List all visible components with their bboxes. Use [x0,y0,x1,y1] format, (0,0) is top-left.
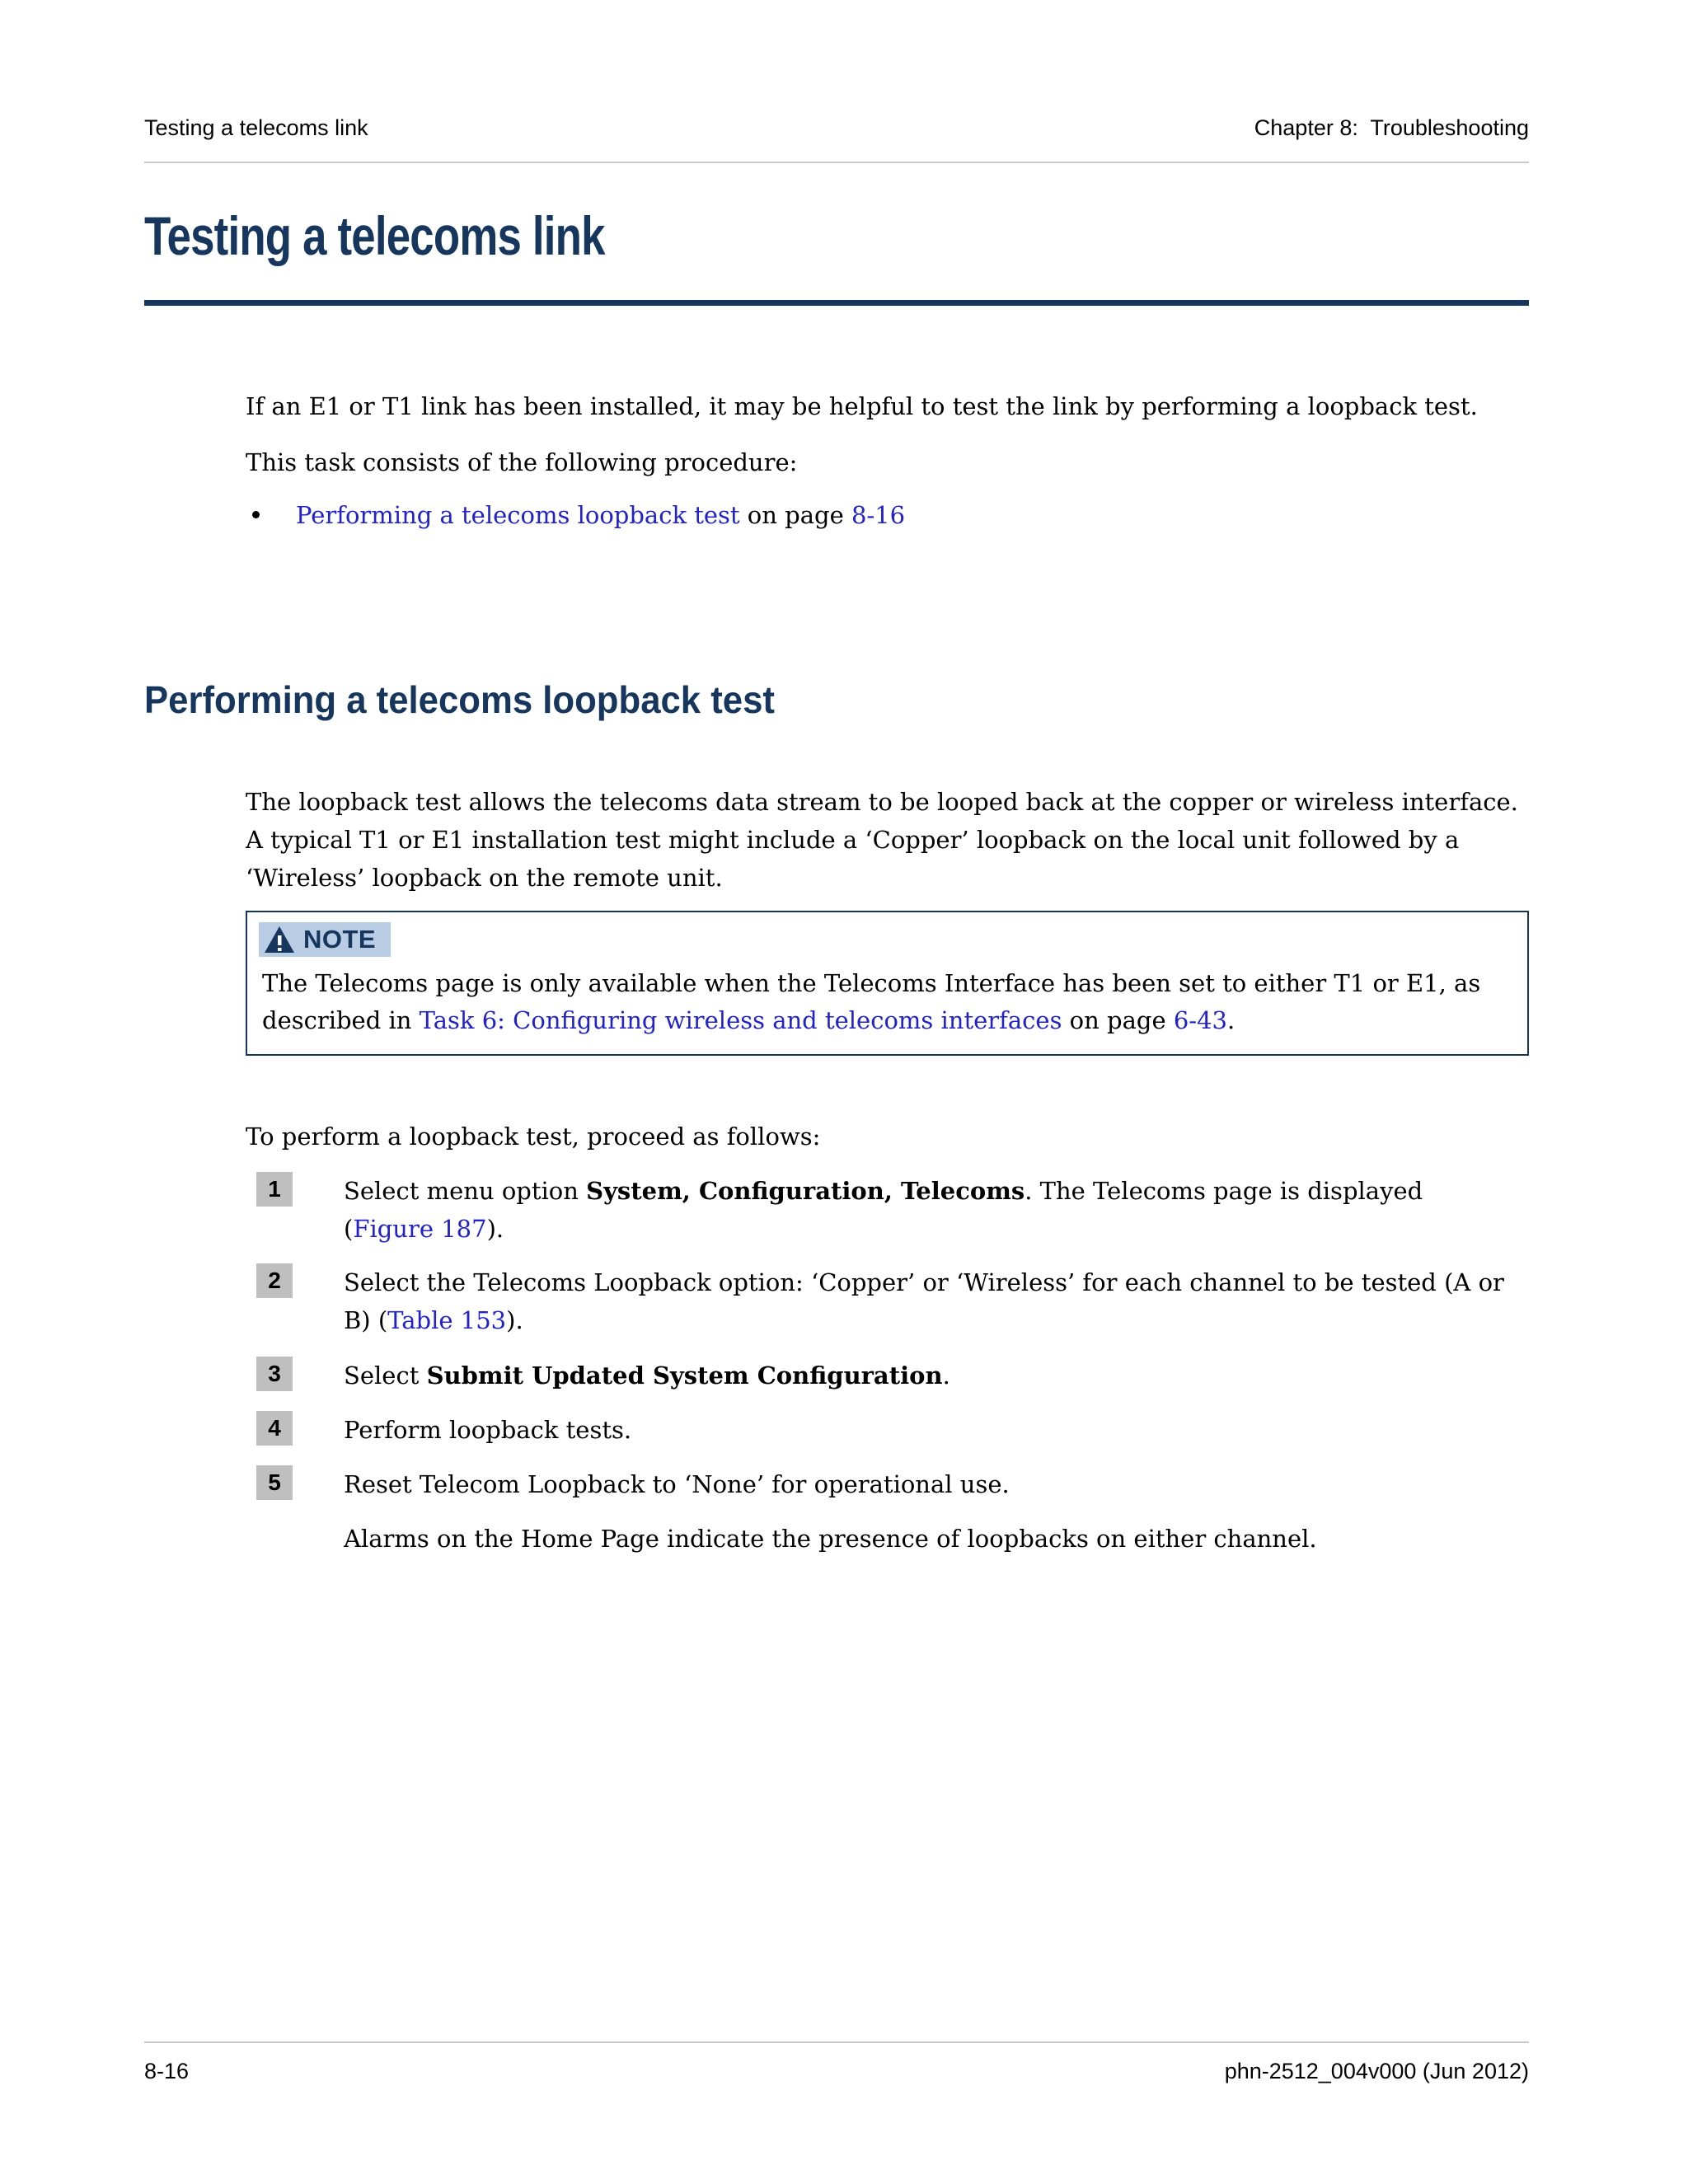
step-5-text-part: Reset Telecom Loopback to ‘None’ for operational use. [344,1470,1010,1498]
step-5-text [344,1465,1504,1503]
step-1-text-part: Select menu option [344,1177,587,1205]
note-warning-icon [264,926,295,954]
page-footer [144,2059,1529,2084]
step-4-text-part: Perform loopback tests. [344,1416,632,1444]
bullet-item [246,496,1545,534]
note-text [262,965,1512,1039]
step-1 [144,1172,1545,1248]
step-1-text [344,1172,1504,1248]
step-2-number: 2 [256,1263,293,1298]
link-figure-187[interactable]: Figure 187 [353,1215,487,1243]
step-1-text-part: . The Telecoms page is displayed ( [344,1177,1431,1243]
bullet-dot [252,511,260,518]
step-3-bold-text: Submit Updated System Configuration [426,1361,943,1390]
step-4-number: 4 [256,1411,293,1446]
link-table-153[interactable]: Table 153 [387,1306,507,1334]
step-2-text [344,1263,1512,1339]
note-box [246,911,1529,1056]
footer-doc-id: phn-2512_004v000 (Jun 2012) [1224,2059,1529,2083]
step-3 [144,1357,1545,1394]
step-5-number: 5 [256,1465,293,1500]
note-label [259,922,391,957]
page-title: Testing a telecoms link [144,205,605,266]
link-page-8-16[interactable]: 8-16 [851,501,906,529]
closing-paragraph: Alarms on the Home Page indicate the presence of loopbacks on either channel. [344,1525,1317,1553]
step-5 [144,1465,1545,1503]
section-paragraph-1: The loopback test allows the telecoms data stream to be looped back at the copper or wireless interface. A typical T1 or E1 installation test might include a ‘Copper’ loopback on the local unit followed by a ‘Wireless’ loopback on the remote unit. [246,788,1518,892]
title-rule [144,300,1529,306]
intro-paragraph-1: If an E1 or T1 link has been installed, it may be helpful to test the link by performing a loopback test. [246,392,1478,420]
link-task-6-configuring-interfaces[interactable]: Task 6: Configuring wireless and telecoms interfaces [419,1006,1062,1034]
step-3-number: 3 [256,1357,293,1391]
bullet-text [296,496,905,534]
note-text-part: The Telecoms page is only available when the Telecoms Interface has been set to either T1 or E1, as described in [262,969,1489,1034]
step-2-text-part: Select the Telecoms Loopback option: ‘Copper’ or ‘Wireless’ for each channel to be tested (A or B) ( [344,1268,1512,1334]
note-joiner-text: on page [1062,1006,1174,1034]
link-page-6-43[interactable]: 6-43 [1173,1006,1227,1034]
running-header-right: Chapter 8: Troubleshooting [1254,115,1529,140]
section-heading: Performing a telecoms loopback test [144,678,775,721]
footer-page-number: 8-16 [144,2059,190,2083]
intro-block [144,387,1545,534]
running-header-left: Testing a telecoms link [144,115,368,140]
intro-paragraph-2: This task consists of the following procedure: [246,448,798,476]
header-divider [144,162,1529,163]
step-2-text-part: ). [506,1306,523,1334]
step-1-text-part: ). [486,1215,504,1243]
step-3-text-part: . [942,1361,950,1390]
note-label-text: NOTE [303,925,377,954]
step-1-number: 1 [256,1172,293,1207]
section-paragraph-2: To perform a loopback test, proceed as follows: [246,1122,821,1151]
page-header [144,115,1529,141]
footer-divider [144,2041,1529,2043]
link-performing-telecoms-loopback-test[interactable]: Performing a telecoms loopback test [296,501,740,529]
step-3-text [344,1357,1504,1394]
step-4-text [344,1411,1504,1449]
step-3-text-part: Select [344,1361,427,1390]
note-text-part-end: . [1227,1006,1236,1034]
step-4 [144,1411,1545,1449]
bullet-joiner-text: on page [739,501,851,529]
step-2 [144,1263,1545,1339]
step-1-bold-text: System, Configuration, Telecoms [586,1177,1025,1205]
